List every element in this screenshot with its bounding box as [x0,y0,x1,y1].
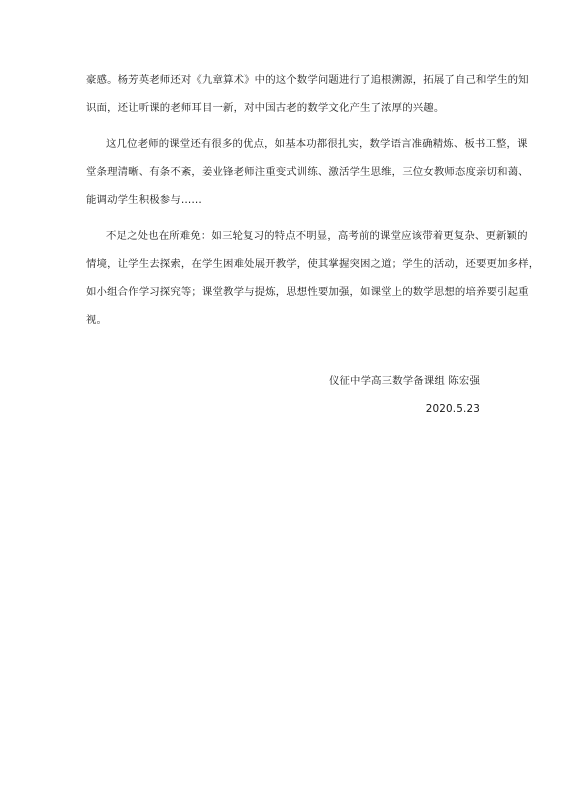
paragraph-3-line-1: 不足之处也在所难免：如三轮复习的特点不明显，高考前的课堂应该带着更复杂、更新颖的 [106,230,528,242]
paragraph-1-line-2: 识面，还让听课的老师耳目一新，对中国古老的数学文化产生了浓厚的兴趣。 [86,102,445,114]
paragraph-2-line-2: 堂条理清晰、有条不紊，姜业锋老师注重变式训练、激活学生思维，三位女教师态度亲切和蔼、 [86,166,529,178]
signature-date: 2020.5.23 [425,403,480,415]
signature-author: 仪征中学高三数学备课组 陈宏强 [328,375,480,387]
paragraph-2-line-1: 这几位老师的课堂还有很多的优点，如基本功都很扎实，数学语言准确精炼、板书工整，课 [106,138,528,150]
paragraph-1-line-1: 豪感。杨芳英老师还对《九章算术》中的这个数学问题进行了追根溯源，拓展了自己和学生的知 [86,74,529,86]
paragraph-2-line-3: 能调动学生积极参与…… [86,194,202,206]
paragraph-3-line-4: 视。 [86,314,108,326]
paragraph-3-line-3: 如小组合作学习探究等；课堂教学与提炼，思想性要加强，如课堂上的数学思想的培养要引起重 [86,286,529,298]
paragraph-3-line-2: 情境，让学生去探索，在学生困难处展开教学，使其掌握突困之道；学生的活动，还要更加多样， [86,258,540,270]
